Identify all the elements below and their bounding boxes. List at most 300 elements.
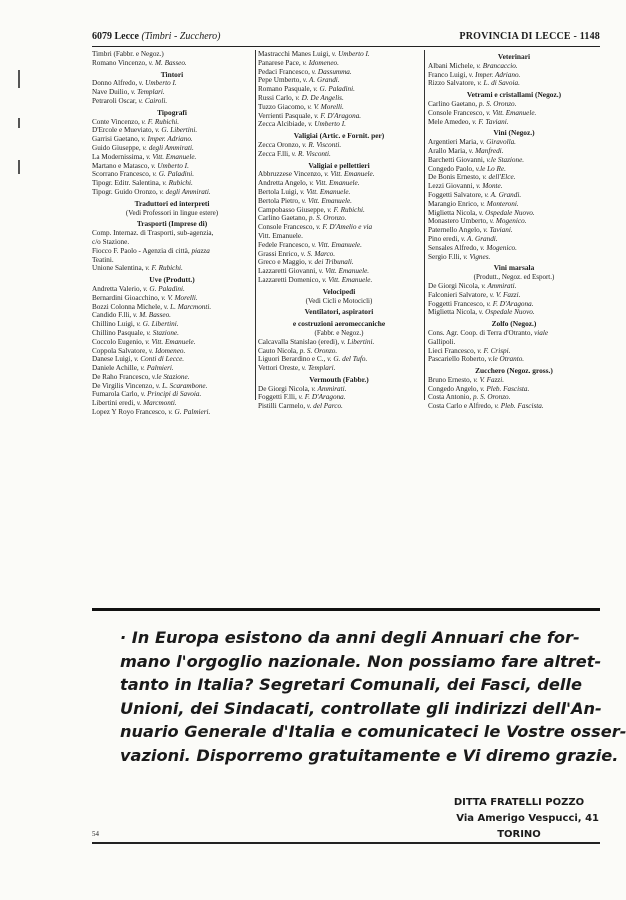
entry-address: v. F. Rubichi.: [327, 205, 365, 214]
entry-address: v. Taviani.: [483, 226, 513, 235]
directory-entry: [258, 250, 420, 259]
directory-section: [92, 276, 252, 417]
directory-entry: [428, 282, 600, 291]
directory-entry: [258, 223, 420, 232]
entry-name: Russi Carlo,: [258, 93, 296, 102]
directory-entry: [428, 156, 600, 165]
directory-entry: [428, 109, 600, 118]
entry-address: v. F. D'Aragona.: [314, 111, 362, 120]
directory-entry: [258, 68, 420, 77]
entry-address: v. dell'Elce.: [482, 173, 516, 182]
entry-name: Pistilli Carmelo,: [258, 402, 307, 411]
entry-address: v. Umberto I.: [151, 161, 189, 170]
entry-address: v. L. di Savoia.: [477, 79, 520, 88]
directory-entry: [92, 247, 252, 256]
directory-section: [92, 109, 252, 197]
entry-address: v. R. Visconti.: [302, 140, 342, 149]
entry-name: Congedo Paolo,: [428, 164, 476, 173]
entry-address: v. Brancaccio.: [476, 61, 518, 70]
entry-name: Fumarola Carlo,: [92, 390, 141, 399]
directory-entry: [92, 285, 252, 294]
entry-name: Mele Amedeo,: [428, 117, 473, 126]
entry-name: Pascariello Roberto,: [428, 355, 489, 364]
entry-address: v. Pleb. Fascista.: [494, 402, 544, 411]
entry-name: Barchetti Giovanni,: [428, 155, 487, 164]
entry-address: v. Umberto I.: [331, 50, 370, 58]
entry-address: v. G. Paladini.: [143, 284, 185, 293]
entry-name: Conte Vincenzo,: [92, 117, 142, 126]
entry-address: v. degli Ammirati.: [142, 143, 194, 152]
entry-address: v. Marcmonti.: [136, 399, 177, 408]
directory-entry: [258, 267, 420, 276]
entry-name: Fiocco F. Paolo - Agenzia di città,: [92, 246, 192, 255]
directory-entry: [92, 373, 252, 382]
directory-entry: [258, 112, 420, 121]
directory-entry: [428, 191, 600, 200]
section-heading: Tintori: [160, 69, 184, 79]
entry-address: v.le Stazione.: [486, 155, 525, 164]
entry-address: v. F. Crispi.: [477, 346, 511, 355]
entry-address: v. Vitt. Emanuele.: [322, 275, 373, 284]
header-left: [92, 31, 221, 42]
directory-entry: [428, 209, 600, 218]
directory-entry: [258, 347, 420, 356]
entry-name: Nave Duilio,: [92, 88, 131, 97]
entry-address: v. V. Fazzi.: [473, 375, 505, 384]
entry-name: Teatini.: [92, 255, 114, 264]
directory-entry: [92, 256, 252, 265]
directory-entry: [258, 94, 420, 103]
entry-address: v. F. D'Amelio e via: [316, 223, 373, 232]
directory-entry: [428, 376, 600, 385]
section-heading: Valigiai (Artic. e Fornit. per): [293, 131, 385, 141]
entry-name: Lezzi Giovanni,: [428, 182, 477, 191]
directory-section: [258, 162, 420, 285]
entry-name: Romano Vincenzo,: [92, 58, 149, 67]
entry-address: v. V. Morelli.: [307, 102, 344, 111]
entry-address: v. del Parco.: [306, 402, 343, 411]
entry-name: Gallipoli.: [428, 337, 456, 346]
entry-name: Cons. Agr. Coop. di Terra d'Otranto,: [428, 328, 535, 337]
directory-entry: [258, 188, 420, 197]
section-note: (Vedi Cicli e Motocicli): [305, 296, 373, 305]
entry-name: Calcavalla Stanislao (eredi),: [258, 337, 342, 346]
section-heading: Tipografi: [157, 107, 187, 117]
advert-company: DITTA FRATELLI POZZO: [453, 797, 585, 808]
directory-entry: [428, 182, 600, 191]
entry-name: De Giorgi Nicola,: [258, 384, 312, 393]
directory-section: [428, 53, 600, 88]
entry-address: v. Libertini.: [341, 337, 375, 346]
entry-address: p. S. Oronzo.: [472, 393, 511, 402]
entry-name: Carlino Gaetano,: [258, 214, 309, 223]
entry-address: v.le Lo Re.: [475, 164, 506, 173]
entry-address: v. V. Morelli.: [161, 293, 198, 302]
directory-entry: [428, 329, 600, 338]
directory-entry: [428, 300, 600, 309]
directory-entry: [258, 206, 420, 215]
directory-entry: [258, 50, 420, 59]
entry-name: De Raho Francesco,: [92, 372, 152, 381]
directory-entry: [428, 235, 600, 244]
header-province: PROVINCIA DI LECCE: [459, 31, 571, 42]
directory-column-2: [258, 50, 420, 411]
section-heading: Zolfo (Negoz.): [491, 319, 537, 329]
section-heading: Trasporti (Imprese di): [136, 219, 208, 229]
entry-name: Bozzi Colonna Michele,: [92, 302, 164, 311]
entry-address: v. L. Scarambone.: [155, 381, 208, 390]
directory-entry: [92, 135, 252, 144]
directory-entry: [258, 232, 420, 241]
directory-entry: [428, 385, 600, 394]
directory-entry: [92, 364, 252, 373]
entry-name: Zecca Alcibiade,: [258, 120, 309, 129]
entry-address: v. G. Paladini.: [313, 85, 355, 94]
entry-name: Pedaci Francesco,: [258, 67, 312, 76]
footer-rule: [92, 842, 600, 844]
directory-entry: [258, 170, 420, 179]
directory-section: [428, 367, 600, 411]
directory-section: [258, 288, 420, 306]
directory-entry: [92, 338, 252, 347]
entry-name: Chillino Luigi,: [92, 320, 137, 329]
entry-name: Console Francesco,: [258, 223, 317, 232]
directory-entry: [92, 50, 252, 59]
entry-name: Marangio Enrico,: [428, 199, 481, 208]
directory-entry: [92, 144, 252, 153]
directory-entry: [428, 147, 600, 156]
entry-address: v. Vitt. Emanuele.: [324, 170, 375, 179]
entry-address: v. Palmieri.: [140, 364, 174, 373]
directory-section: [428, 91, 600, 126]
header-page-code: 6079 Lecce: [92, 31, 139, 42]
entry-address: v. Cairoli.: [138, 96, 168, 105]
advert-line: vazioni. Disporremo gratuitamente e Vi diremo grazie.: [120, 745, 619, 765]
entry-name: Daniele Achille,: [92, 364, 141, 373]
entry-address: v. A. Grandi.: [302, 76, 340, 85]
directory-entry: [258, 197, 420, 206]
entry-name: Libertini eredi,: [92, 399, 137, 408]
entry-address: p. S. Oronzo.: [308, 214, 347, 223]
directory-entry: [258, 355, 420, 364]
entry-name: Franco Luigi,: [428, 70, 469, 79]
entry-name: Vettori Oreste,: [258, 364, 302, 373]
directory-section: [92, 200, 252, 218]
entry-address: v. Imper. Adriano.: [141, 135, 193, 144]
entry-name: De Bonis Ernesto,: [428, 173, 483, 182]
section-heading: Vini (Negoz.): [493, 128, 535, 138]
entry-name: Grassi Enrico,: [258, 249, 301, 258]
entry-address: v.le Otranto.: [488, 355, 525, 364]
entry-address: v. Principi di Savoia.: [140, 390, 202, 399]
directory-entry: [428, 226, 600, 235]
directory-entry: [428, 244, 600, 253]
section-note: (Fabbr. e Negoz.): [314, 328, 364, 337]
entry-address: v. dei Tribunali.: [308, 258, 354, 267]
entry-address: v. Vitt. Emanuele.: [318, 267, 370, 276]
column-divider: [424, 50, 425, 400]
entry-name: Fedele Francesco,: [258, 240, 312, 249]
directory-entry: [92, 355, 252, 364]
directory-entry: [258, 241, 420, 250]
entry-name: Lazzaretti Giovanni,: [258, 267, 319, 276]
entry-name: Cauto Nicola,: [258, 346, 300, 355]
entry-name: Argentieri Maria,: [428, 138, 480, 147]
entry-address: v. Stazione.: [146, 328, 179, 337]
directory-entry: [428, 71, 600, 80]
entry-address: v. Ammirati.: [481, 281, 517, 290]
entry-name: Vitt. Emanuele.: [258, 231, 303, 240]
entry-address: v. Mogenico.: [480, 243, 517, 252]
directory-entry: [92, 179, 252, 188]
entry-name: Lieci Francesco,: [428, 346, 478, 355]
directory-entry: [258, 214, 420, 223]
entry-address: v. M. Basseo.: [132, 311, 171, 320]
entry-name: Tipogr. Editr. Salentina,: [92, 179, 163, 188]
directory-entry: [258, 258, 420, 267]
entry-name: Bertola Pietro,: [258, 196, 302, 205]
entry-name: Tuzzo Giacomo,: [258, 102, 308, 111]
directory-entry: [92, 238, 252, 247]
directory-column-1: [92, 50, 252, 417]
entry-address: v. A. Grandi.: [460, 234, 498, 243]
directory-column-3: [428, 50, 600, 411]
entry-name: Costa Antonio,: [428, 393, 473, 402]
section-heading: Vini marsala: [493, 263, 535, 273]
section-heading: Zucchero (Negoz. gross.): [475, 366, 553, 376]
entry-address: v. F. D'Aragona.: [486, 299, 534, 308]
column-divider: [255, 50, 256, 400]
entry-name: Petraroli Oscar,: [92, 96, 139, 105]
page-header: [92, 31, 600, 44]
header-rule: [92, 46, 600, 47]
entry-name: Bertola Luigi,: [258, 187, 301, 196]
directory-entry: [92, 79, 252, 88]
entry-address: v. S. Marco.: [300, 249, 336, 258]
directory-entry: [92, 97, 252, 106]
directory-entry: [258, 150, 420, 159]
directory-entry: [92, 162, 252, 171]
directory-entry: [258, 59, 420, 68]
directory-entry: [92, 347, 252, 356]
directory-entry: [428, 173, 600, 182]
entry-address: v. G. Libertini.: [155, 126, 198, 135]
entry-name: Foggetti Francesco,: [428, 299, 487, 308]
directory-entry: [428, 217, 600, 226]
directory-section: [428, 264, 600, 317]
entry-name: De Giorgi Nicola,: [428, 281, 482, 290]
entry-name: Verrienti Pasquale,: [258, 111, 315, 120]
advert-line: tanto in Italia? Segretari Comunali, dei Fasci, delle: [120, 675, 582, 695]
entry-address: v. F. Taviani.: [472, 117, 509, 126]
entry-name: Mastracchi Manes Luigi,: [258, 50, 332, 58]
header-right: PROVINCIA DI LECCE - 1148: [459, 31, 600, 42]
section-heading: e costruzioni aeromeccaniche: [292, 319, 386, 329]
directory-entry: [92, 303, 252, 312]
entry-name: Martano e Matasco,: [92, 161, 152, 170]
entry-address: v. Ospedale Nuovo.: [478, 308, 535, 317]
entry-address: v. Ammirati.: [311, 384, 347, 393]
directory-entry: [92, 382, 252, 391]
entry-name: Miglietta Nicola,: [428, 208, 479, 217]
entry-name: Bruno Ernesto,: [428, 375, 474, 384]
entry-address: v. Monte.: [476, 182, 503, 191]
entry-name: Comp. Internaz. di Trasporti, sub-agenzia,: [92, 229, 214, 238]
entry-address: v. V. Fazzi.: [489, 290, 521, 299]
entry-address: v. Vitt. Emanuele.: [301, 196, 352, 205]
advert-line: nuario Generale d'Italia e comunicateci le Vostre osser-: [120, 722, 626, 742]
entry-address: v. G. del Tufo.: [327, 355, 368, 364]
entry-name: Zecca F.lli,: [258, 149, 292, 158]
directory-entry: [258, 393, 420, 402]
directory-section: [92, 50, 252, 68]
margin-mark: [18, 160, 20, 174]
entry-address: v. Vitt. Emanuele.: [300, 187, 351, 196]
entry-address: v. A. Grandi.: [484, 190, 522, 199]
directory-section: [258, 50, 420, 129]
directory-entry: [92, 390, 252, 399]
section-note: (Vedi Professori in lingue estere): [125, 208, 219, 217]
directory-entry: [428, 100, 600, 109]
directory-entry: [428, 253, 600, 262]
directory-entry: [92, 188, 252, 197]
directory-entry: [428, 118, 600, 127]
directory-entry: [428, 200, 600, 209]
entry-name: Miglietta Nicola,: [428, 308, 479, 317]
section-heading: Uve (Produtt.): [149, 275, 195, 285]
entry-address: v. F. D'Aragona.: [298, 393, 346, 402]
entry-name: Foggetti Salvatore,: [428, 190, 485, 199]
entry-address: v. F. Rubichi.: [141, 117, 180, 126]
entry-name: Foggetti F.lli,: [258, 393, 299, 402]
directory-columns: [92, 50, 600, 417]
directory-section: [428, 320, 600, 364]
entry-name: Panarese Pace,: [258, 58, 303, 67]
directory-entry: [258, 85, 420, 94]
entry-name: Guido Giuseppe,: [92, 143, 143, 152]
section-heading: Velocipedi: [322, 286, 356, 296]
entry-name: Tipogr. Guido Oronzo,: [92, 187, 160, 196]
directory-entry: [92, 311, 252, 320]
entry-name: Campobasso Giuseppe,: [258, 205, 328, 214]
margin-mark: [18, 70, 20, 88]
section-heading: Vetrami e cristallami (Negoz.): [466, 90, 562, 100]
directory-entry: [428, 291, 600, 300]
entry-address: v. Vitt. Emanuele.: [309, 179, 360, 188]
directory-entry: [258, 402, 420, 411]
entry-address: v. G. Paladini.: [152, 170, 195, 179]
directory-section: [258, 308, 420, 373]
entry-name: Sergio F.lli,: [428, 252, 464, 261]
entry-name: Lazzaretti Domenico,: [258, 275, 323, 284]
directory-entry: [92, 320, 252, 329]
entry-name: c/o Stazione.: [92, 237, 130, 246]
entry-address: v. Giravolla.: [479, 138, 516, 147]
section-heading: Vermouth (Fabbr.): [309, 374, 369, 384]
entry-address: v. L. Marcmonti.: [163, 302, 212, 311]
entry-name: Candido F.lli,: [92, 311, 133, 320]
entry-name: De Virgilis Vincenzo,: [92, 381, 156, 390]
entry-name: Scorrano Francesco,: [92, 170, 153, 179]
entry-address: v. Umberto I.: [308, 120, 346, 129]
directory-entry: [92, 408, 252, 417]
directory-section: [258, 132, 420, 158]
entry-name: Liguori Berardino e C.,: [258, 355, 328, 364]
directory-entry: [428, 79, 600, 88]
entry-name: Timbri (Fabbr. e Negoz.): [92, 50, 164, 58]
entry-address: v. Vitt. Emanuele.: [311, 240, 362, 249]
directory-entry: [428, 165, 600, 174]
header-page-number: 1148: [579, 31, 600, 42]
directory-entry: [428, 138, 600, 147]
directory-entry: [258, 338, 420, 347]
entry-address: v. Monteroni.: [480, 199, 519, 208]
advert-line: · In Europa esistono da anni degli Annuari che for-: [120, 628, 580, 647]
entry-name: Zecca Oronzo,: [258, 140, 303, 149]
entry-address: p. S. Oronzo.: [299, 346, 338, 355]
entry-address: v. Idomeneo.: [302, 58, 339, 67]
directory-entry: [92, 170, 252, 179]
directory-entry: [258, 385, 420, 394]
entry-address: v. G. Palmieri.: [168, 408, 211, 417]
directory-entry: [428, 338, 600, 347]
entry-name: La Modernissima,: [92, 152, 147, 161]
directory-section: [92, 220, 252, 273]
entry-address: v. Vitt. Emanuele.: [145, 337, 196, 346]
entry-name: Congedo Angelo,: [428, 384, 481, 393]
entry-name: Greco e Maggio,: [258, 258, 309, 267]
entry-name: Arallo Maria,: [428, 146, 469, 155]
entry-name: Andretta Valerio,: [92, 284, 144, 293]
advert-line: Unioni, dei Sindacati, controllate gli indirizzi dell'An-: [120, 698, 602, 718]
entry-address: v. degli Ammirati.: [159, 187, 211, 196]
advert-line: mano l'orgoglio nazionale. Non possiamo fare altret-: [120, 651, 602, 671]
directory-entry: [258, 120, 420, 129]
directory-section: [92, 71, 252, 106]
directory-entry: [428, 347, 600, 356]
entry-name: Andretta Angelo,: [258, 179, 310, 188]
directory-entry: [428, 393, 600, 402]
entry-name: Console Francesco,: [428, 108, 487, 117]
directory-entry: [92, 294, 252, 303]
directory-entry: [92, 153, 252, 162]
entry-address: v. Dassumma.: [311, 67, 352, 76]
directory-entry: [258, 364, 420, 373]
entry-name: Pino eredi,: [428, 234, 461, 243]
entry-address: v. Rubichi.: [162, 179, 193, 188]
directory-entry: [258, 103, 420, 112]
entry-name: Sensales Alfredo,: [428, 243, 481, 252]
header-subtitle: (Timbri - Zucchero): [141, 31, 221, 42]
entry-address: v. Templari.: [130, 88, 165, 97]
directory-entry: [258, 276, 420, 285]
entry-address: v. Imper. Adriano.: [468, 70, 521, 79]
entry-name: Falconieri Salvatore,: [428, 290, 490, 299]
entry-name: Lopez Y Royo Francesco,: [92, 408, 169, 417]
entry-address: v. Idomeneo.: [148, 346, 186, 355]
entry-address: v. Manfredi.: [468, 146, 504, 155]
entry-address: v. D. De Angelis.: [295, 93, 344, 102]
directory-entry: [92, 329, 252, 338]
entry-name: Paternello Angelo,: [428, 226, 484, 235]
entry-address: v. Umberto I.: [138, 79, 177, 88]
advert-city: TORINO: [497, 829, 541, 840]
margin-mark: [18, 118, 20, 128]
directory-section: [258, 376, 420, 411]
entry-name: Coppola Salvatore,: [92, 346, 149, 355]
entry-address: v. G. Libertini.: [136, 320, 179, 329]
directory-entry: [92, 118, 252, 127]
